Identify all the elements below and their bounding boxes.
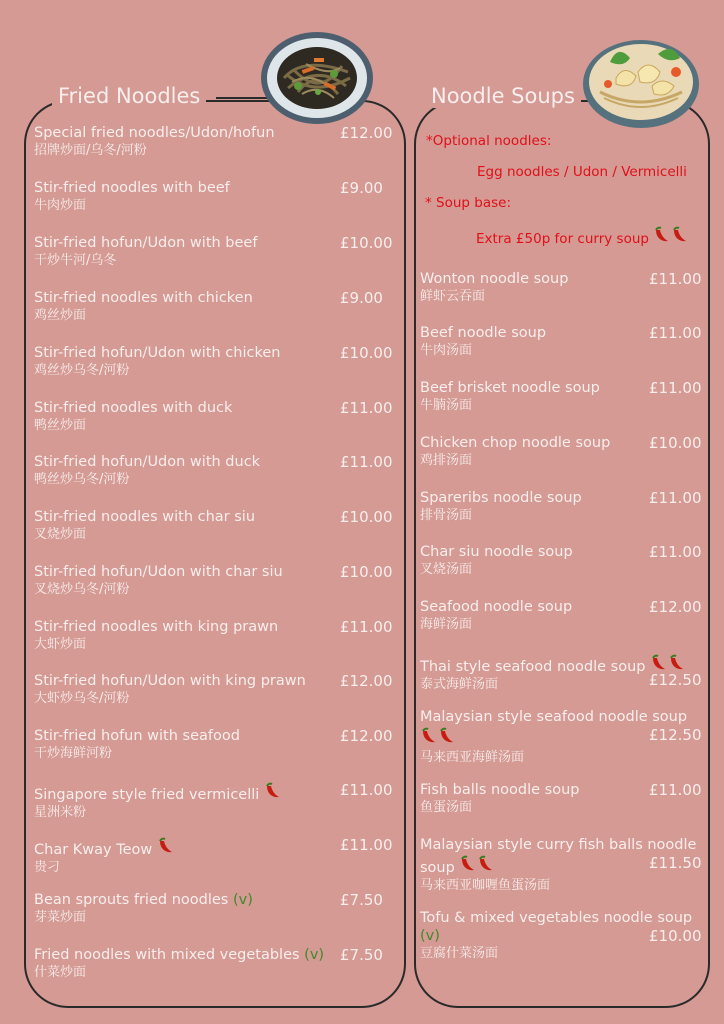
item-name-zh: 豆腐什菜汤面 [420, 946, 499, 961]
item-price: £11.00 [649, 489, 702, 507]
menu-item [34, 399, 232, 435]
item-name-zh: 芽菜炒面 [34, 910, 87, 925]
menu-item [34, 508, 255, 544]
menu-item [420, 270, 568, 306]
item-name: Bean sprouts fried noodles [34, 892, 229, 908]
item-name-zh: 大虾炒面 [34, 637, 87, 652]
item-name-zh: 马来西亚咖喱鱼蛋汤面 [420, 878, 551, 893]
veg-marker: (v) [232, 892, 253, 908]
item-price: £12.00 [340, 124, 393, 142]
item-name: Wonton noodle soup [420, 271, 569, 287]
item-name-zh: 鸡丝炒面 [34, 308, 87, 323]
item-name-zh: 大虾炒乌冬/河粉 [34, 691, 130, 706]
fried-noodles-title: Fried Noodles [52, 84, 206, 108]
chili-icon [653, 225, 671, 243]
noodle-soups-title: Noodle Soups [425, 84, 581, 108]
item-name-zh: 牛腩汤面 [420, 398, 473, 413]
menu-item [34, 891, 253, 927]
item-name: Tofu & mixed vegetables noodle soup [420, 910, 693, 926]
curry-surcharge-text: Extra £50p for curry soup [476, 231, 649, 247]
menu-item [420, 379, 600, 415]
chili-icon [420, 726, 438, 744]
menu-item [420, 781, 580, 817]
item-name: Beef brisket noodle soup [420, 380, 600, 396]
item-name: Stir-fried hofun/Udon with beef [34, 235, 258, 251]
menu-item [34, 179, 230, 215]
item-name-zh: 排骨汤面 [420, 508, 473, 523]
item-name-cont: soup [420, 860, 455, 876]
item-price: £10.00 [649, 434, 702, 452]
menu-item [34, 563, 283, 599]
menu-item [34, 344, 280, 380]
item-price: £12.00 [340, 672, 393, 690]
soup-base-value [476, 225, 689, 247]
item-name-zh: 叉烧汤面 [420, 562, 473, 577]
item-price: £11.00 [649, 379, 702, 397]
item-name-zh: 星洲米粉 [34, 805, 87, 820]
veg-marker: (v) [304, 947, 325, 963]
item-name: Stir-fried hofun with seafood [34, 728, 240, 744]
item-name-zh: 干炒牛河/乌冬 [34, 253, 117, 268]
menu-item [420, 434, 610, 470]
item-name-zh: 叉烧炒乌冬/河粉 [34, 582, 130, 597]
item-name: Stir-fried hofun/Udon with chicken [34, 345, 281, 361]
item-name-zh: 什菜炒面 [34, 965, 87, 980]
menu-item [34, 672, 306, 708]
menu-item [34, 234, 257, 270]
item-name-zh: 招牌炒面/乌冬/河粉 [34, 143, 147, 158]
item-name: Malaysian style curry fish balls noodle [420, 837, 697, 853]
item-price: £11.00 [649, 270, 702, 288]
menu-item [420, 598, 572, 634]
menu-item [420, 543, 573, 579]
optional-noodles-label: *Optional noodles: [426, 133, 552, 149]
menu-item [34, 618, 278, 654]
item-name: Spareribs noodle soup [420, 490, 582, 506]
menu-item [34, 124, 275, 160]
menu-item [420, 653, 686, 694]
item-price: £11.00 [340, 399, 393, 417]
item-price: £9.00 [340, 179, 383, 197]
item-price: £11.00 [649, 324, 702, 342]
item-name: Special fried noodles/Udon/hofun [34, 125, 275, 141]
item-price: £11.00 [340, 781, 393, 799]
item-name-zh: 叉烧炒面 [34, 527, 87, 542]
soup-base-label: * Soup base: [425, 195, 512, 211]
item-price: £7.50 [340, 946, 383, 964]
item-price: £10.00 [340, 563, 393, 581]
item-name: Chicken chop noodle soup [420, 435, 611, 451]
item-name: Stir-fried noodles with duck [34, 400, 233, 416]
item-name: Stir-fried hofun/Udon with king prawn [34, 673, 306, 689]
item-name-zh: 牛肉汤面 [420, 343, 473, 358]
chili-icon [459, 854, 477, 872]
item-name-zh: 干炒海鲜河粉 [34, 746, 113, 761]
item-name: Beef noodle soup [420, 325, 547, 341]
item-price: £10.00 [340, 234, 393, 252]
item-name: Char Kway Teow [34, 842, 153, 858]
item-name: Stir-fried noodles with char siu [34, 509, 256, 525]
item-price: £11.00 [649, 781, 702, 799]
item-name: Singapore style fried vermicelli [34, 787, 260, 803]
chili-icon [264, 781, 282, 799]
item-name: Stir-fried noodles with chicken [34, 290, 253, 306]
menu-item [34, 836, 175, 877]
item-price: £12.50 [649, 671, 702, 689]
item-price: £12.00 [649, 598, 702, 616]
chili-icon [438, 726, 456, 744]
item-name: Thai style seafood noodle soup [420, 659, 646, 675]
item-name: Fried noodles with mixed vegetables [34, 947, 300, 963]
noodle-soup-dish-icon [580, 32, 702, 132]
optional-noodles-value: Egg noodles / Udon / Vermicelli [477, 164, 687, 180]
item-price: £10.00 [649, 927, 702, 945]
item-price: £12.00 [340, 727, 393, 745]
item-price: £11.00 [340, 618, 393, 636]
menu-item [34, 727, 240, 763]
menu-item [420, 324, 546, 360]
item-name: Stir-fried noodles with king prawn [34, 619, 279, 635]
menu-item [420, 489, 582, 525]
item-name-zh: 鸭丝炒面 [34, 418, 87, 433]
item-name: Char siu noodle soup [420, 544, 573, 560]
item-price: £7.50 [340, 891, 383, 909]
menu-item [34, 781, 282, 822]
veg-marker: (v) [420, 928, 440, 944]
item-name-zh: 鱼蛋汤面 [420, 800, 473, 815]
item-name: Stir-fried noodles with beef [34, 180, 230, 196]
menu-item [420, 708, 687, 767]
item-name-zh: 海鲜汤面 [420, 617, 473, 632]
chili-icon [477, 854, 495, 872]
item-name-zh: 鸭丝炒乌冬/河粉 [34, 472, 130, 487]
item-name: Stir-fried hofun/Udon with duck [34, 454, 261, 470]
fried-noodles-dish-icon [258, 28, 376, 128]
item-price: £11.50 [649, 854, 702, 872]
item-name-zh: 鸡排汤面 [420, 453, 473, 468]
item-price: £12.50 [649, 726, 702, 744]
item-name-zh: 鲜虾云吞面 [420, 289, 486, 304]
item-price: £9.00 [340, 289, 383, 307]
chili-icon [650, 653, 668, 671]
item-price: £10.00 [340, 508, 393, 526]
item-price: £10.00 [340, 344, 393, 362]
item-name: Fish balls noodle soup [420, 782, 580, 798]
item-name-zh: 鸡丝炒乌冬/河粉 [34, 363, 130, 378]
chili-icon [671, 225, 689, 243]
menu-item [34, 946, 324, 982]
item-name: Stir-fried hofun/Udon with char siu [34, 564, 283, 580]
item-name: Seafood noodle soup [420, 599, 573, 615]
item-name-zh: 马来西亚海鲜汤面 [420, 750, 525, 765]
menu-item [34, 289, 253, 325]
item-price: £11.00 [340, 453, 393, 471]
chili-icon [668, 653, 686, 671]
item-name: Malaysian style seafood noodle soup [420, 709, 688, 725]
item-name-zh: 贵刁 [34, 860, 61, 875]
item-price: £11.00 [340, 836, 393, 854]
item-price: £11.00 [649, 543, 702, 561]
item-name-zh: 泰式海鲜汤面 [420, 677, 499, 692]
chili-icon [157, 836, 175, 854]
item-name-zh: 牛肉炒面 [34, 198, 87, 213]
menu-item [34, 453, 260, 489]
